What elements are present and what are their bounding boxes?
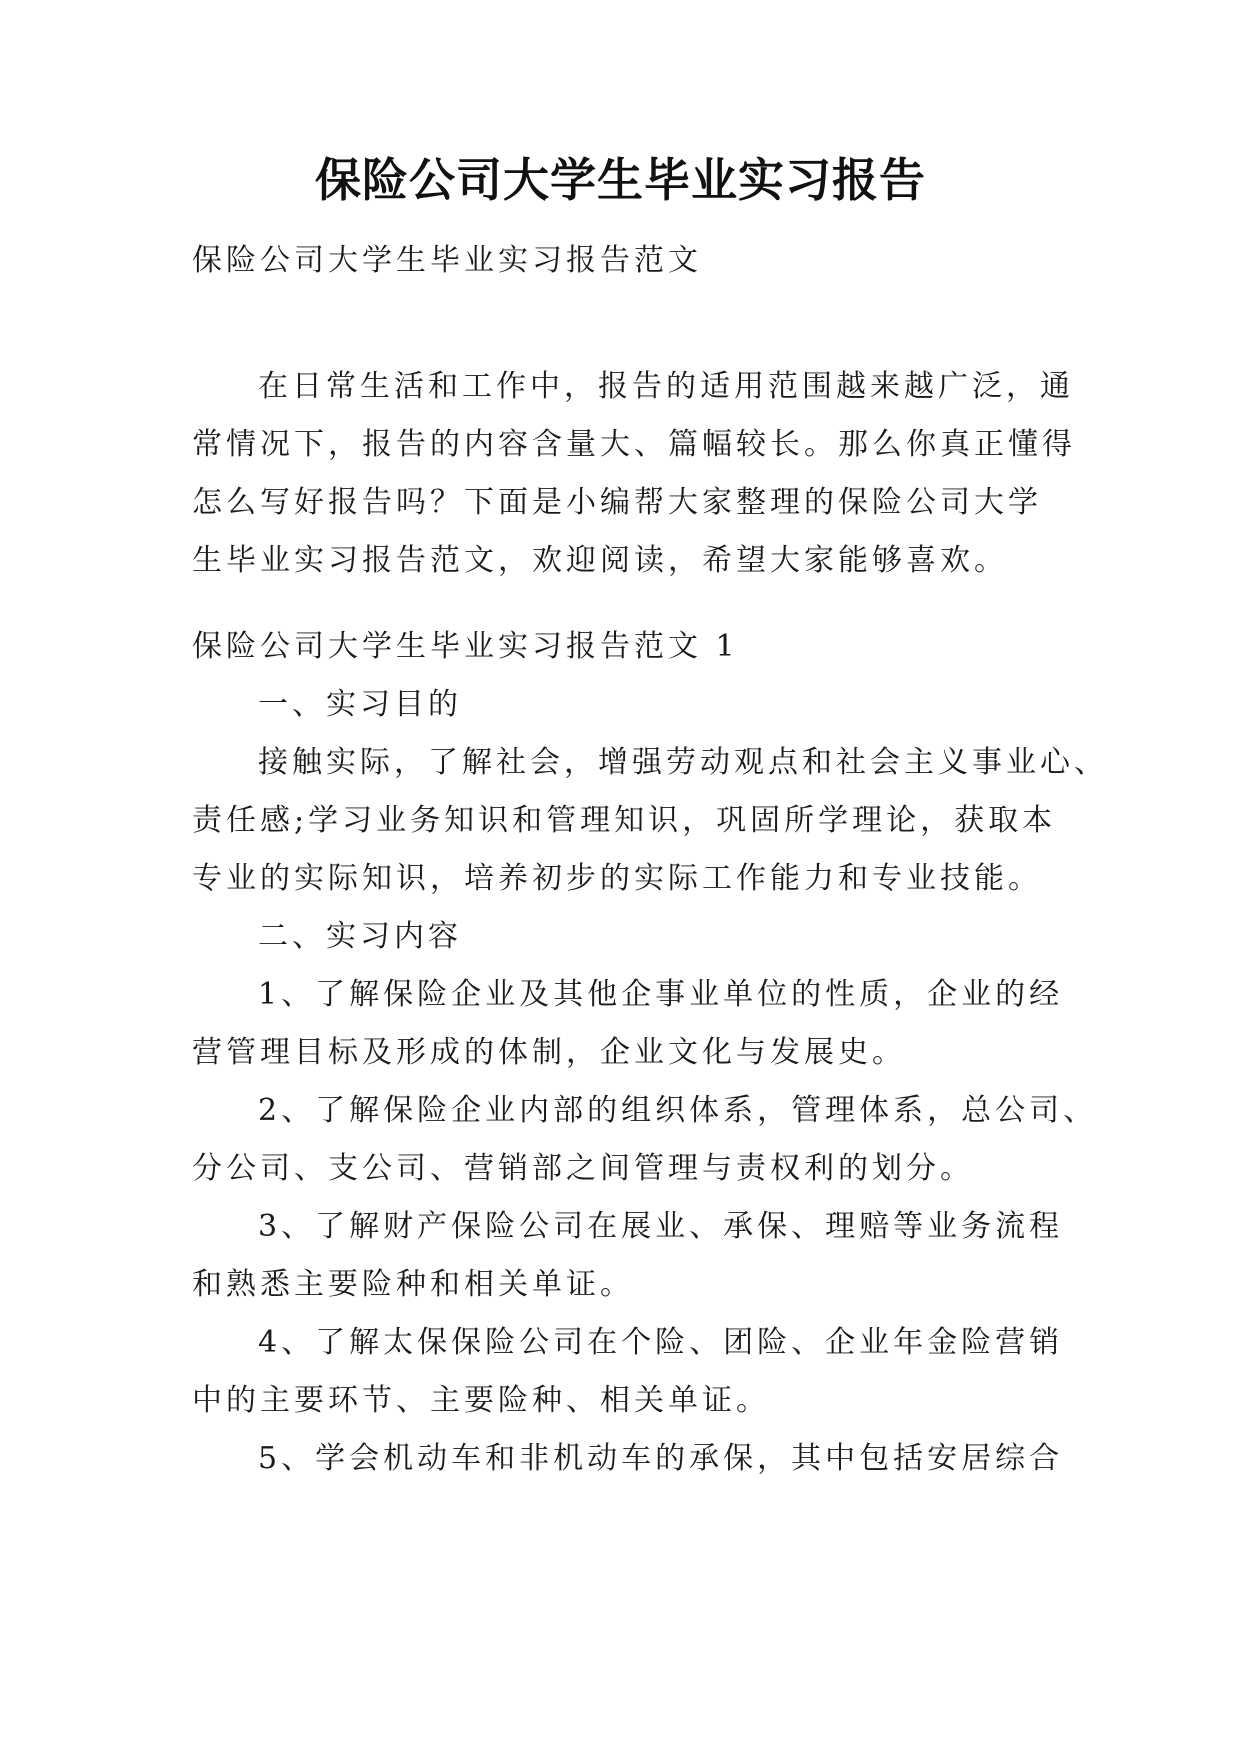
body-line: 2、了解保险企业内部的组织体系，管理体系，总公司、	[258, 1093, 1098, 1128]
body-line: 5、学会机动车和非机动车的承保，其中包括安居综合	[258, 1441, 1064, 1476]
section-title	[192, 618, 1057, 676]
intro-line: 怎么写好报告吗？下面是小编帮大家整理的保险公司大学	[192, 485, 1042, 520]
intro-line: 生毕业实习报告范文，欢迎阅读，希望大家能够喜欢。	[192, 543, 1008, 578]
intro-line: 在日常生活和工作中，报告的适用范围越来越广泛，通	[258, 369, 1074, 404]
body-line: 1、了解保险企业及其他企事业单位的性质，企业的经	[258, 977, 1064, 1012]
document-title: 保险公司大学生毕业实习报告	[315, 153, 926, 207]
report-body	[192, 676, 1108, 1488]
body-line: 专业的实际知识，培养初步的实际工作能力和专业技能。	[192, 861, 1042, 896]
body-line: 接触实际，了解社会，增强劳动观点和社会主义事业心、	[258, 745, 1108, 780]
body-line: 责任感;学习业务知识和管理知识，巩固所学理论，获取本	[192, 803, 1057, 838]
document-subtitle	[192, 232, 1057, 290]
heading-content: 二、实习内容	[258, 919, 462, 954]
body-line: 中的主要环节、主要险种、相关单证。	[192, 1383, 770, 1418]
intro-line: 常情况下，报告的内容含量大、篇幅较长。那么你真正懂得	[192, 427, 1076, 462]
body-line: 营管理目标及形成的体制，企业文化与发展史。	[192, 1035, 906, 1070]
body-line: 3、了解财产保险公司在展业、承保、理赔等业务流程	[258, 1209, 1064, 1244]
section-title-line: 保险公司大学生毕业实习报告范文 1	[192, 629, 739, 664]
intro-paragraph	[192, 358, 1076, 590]
body-line: 4、了解太保保险公司在个险、团险、企业年金险营销	[258, 1325, 1064, 1360]
body-line: 和熟悉主要险种和相关单证。	[192, 1267, 634, 1302]
heading-purpose: 一、实习目的	[258, 687, 462, 722]
body-line: 分公司、支公司、营销部之间管理与责权利的划分。	[192, 1151, 974, 1186]
subtitle-line: 保险公司大学生毕业实习报告范文	[192, 243, 702, 278]
